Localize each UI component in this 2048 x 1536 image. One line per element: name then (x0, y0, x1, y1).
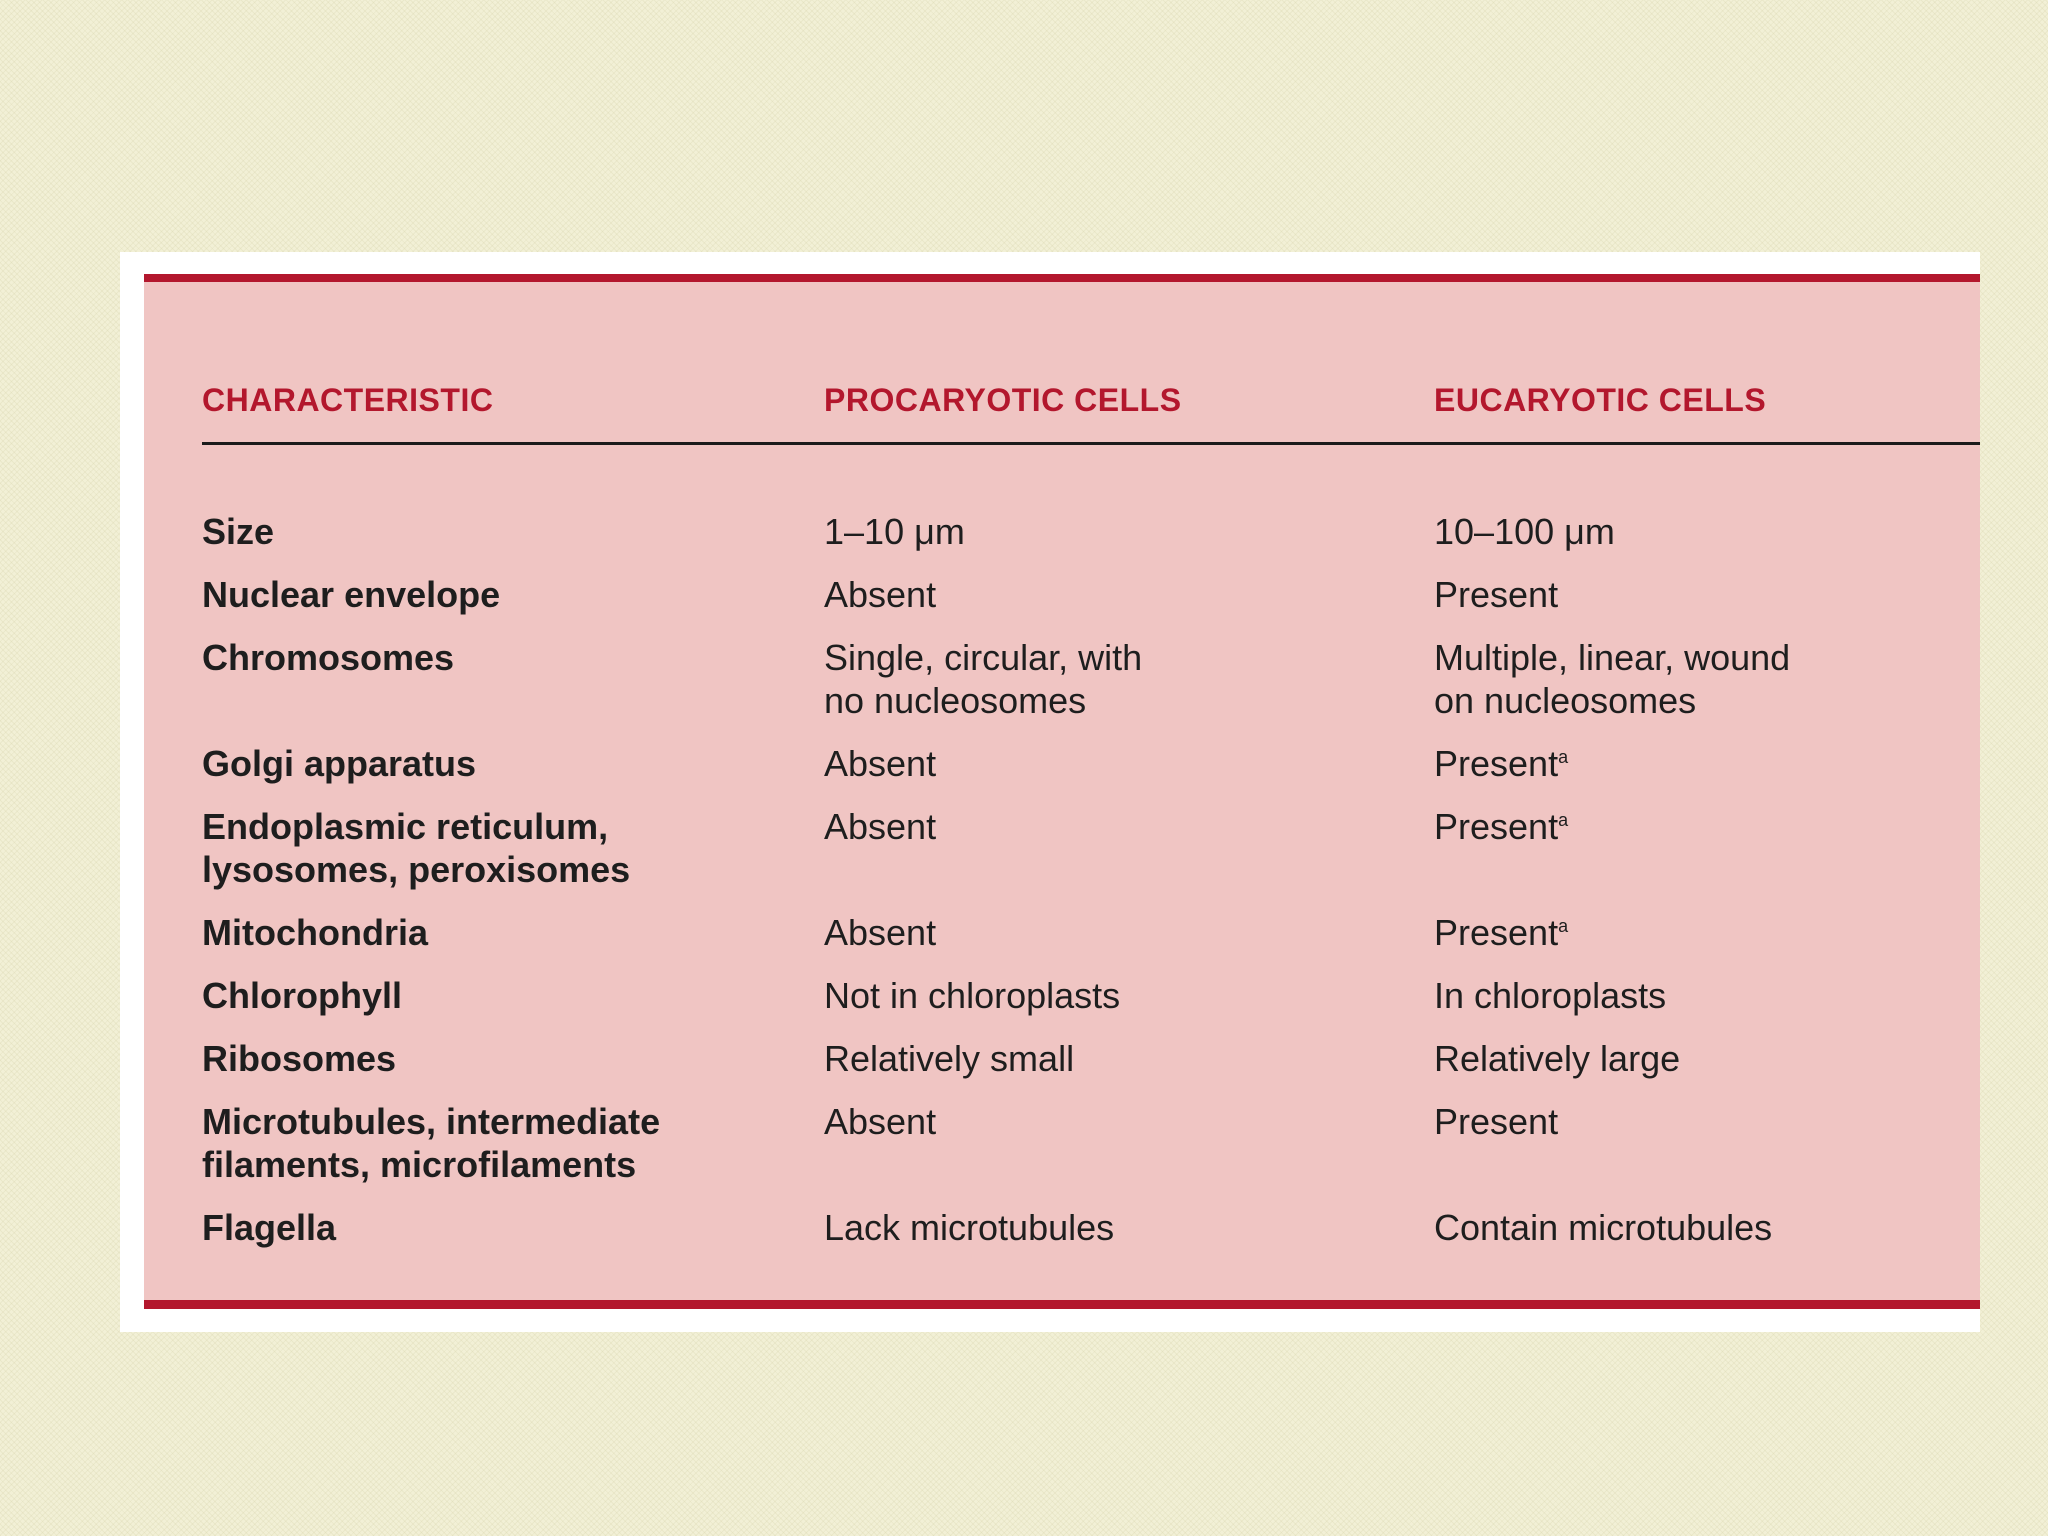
row-characteristic-line: lysosomes, peroxisomes (202, 849, 631, 890)
row-procaryotic (824, 805, 936, 848)
row-procaryotic (824, 742, 936, 785)
row-characteristic-line: Size (202, 511, 275, 552)
row-procaryotic-line: Not in chloroplasts (824, 975, 1121, 1016)
row-eucaryotic-line: on nucleosomes (1434, 680, 1697, 721)
row-procaryotic-line: Absent (824, 912, 937, 953)
row-eucaryotic (1434, 636, 1790, 722)
row-procaryotic-line: Single, circular, with (824, 637, 1143, 678)
row-characteristic (202, 573, 500, 616)
row-characteristic (202, 1037, 396, 1080)
row-characteristic (202, 911, 428, 954)
row-procaryotic-line: Absent (824, 743, 937, 784)
row-eucaryotic-line: Relatively large (1434, 1038, 1681, 1079)
row-eucaryotic-line: Contain microtubules (1434, 1207, 1773, 1248)
row-characteristic-line: Endoplasmic reticulum, (202, 806, 609, 847)
row-procaryotic-line: Lack microtubules (824, 1207, 1115, 1248)
row-characteristic (202, 1206, 336, 1249)
row-characteristic-line: filaments, microfilaments (202, 1144, 637, 1185)
row-procaryotic (824, 573, 936, 616)
row-eucaryotic-line: Present (1434, 574, 1559, 615)
row-procaryotic (824, 974, 1120, 1017)
table-bottom-rule (144, 1300, 1980, 1309)
row-procaryotic-line: 1–10 μm (824, 511, 965, 552)
row-eucaryotic (1434, 510, 1615, 553)
row-characteristic (202, 1100, 660, 1186)
row-eucaryotic (1434, 911, 1568, 954)
row-eucaryotic (1434, 742, 1568, 785)
row-characteristic-line: Chlorophyll (202, 975, 402, 1016)
row-eucaryotic-line: Present$^a$ (1434, 912, 1569, 953)
row-eucaryotic-line: 10–100 μm (1434, 511, 1615, 552)
row-eucaryotic (1434, 1206, 1772, 1249)
header-eucaryotic: EUCARYOTIC CELLS (1434, 382, 1767, 418)
row-procaryotic-line: Absent (824, 1101, 937, 1142)
row-procaryotic (824, 510, 965, 553)
row-characteristic-line: Ribosomes (202, 1038, 397, 1079)
row-eucaryotic-line: Present$^a$ (1434, 743, 1569, 784)
row-procaryotic-line: no nucleosomes (824, 680, 1087, 721)
row-eucaryotic-line: Present (1434, 1101, 1559, 1142)
header-procaryotic: PROCARYOTIC CELLS (824, 382, 1182, 418)
row-procaryotic (824, 1037, 1074, 1080)
row-characteristic-line: Chromosomes (202, 637, 455, 678)
header-characteristic: CHARACTERISTIC (202, 382, 494, 418)
row-eucaryotic-line: Present$^a$ (1434, 806, 1569, 847)
row-characteristic (202, 805, 630, 891)
slide-frame (120, 252, 1980, 1332)
table-top-rule (144, 274, 1980, 282)
row-eucaryotic (1434, 1037, 1680, 1080)
row-procaryotic-line: Relatively small (824, 1038, 1075, 1079)
row-eucaryotic-line: In chloroplasts (1434, 975, 1667, 1016)
footnote-marker: a (1558, 747, 1569, 767)
row-procaryotic (824, 911, 936, 954)
comparison-table (144, 274, 1980, 1309)
row-characteristic (202, 742, 476, 785)
row-characteristic-line: Nuclear envelope (202, 574, 501, 615)
row-eucaryotic (1434, 573, 1558, 616)
row-characteristic-line: Flagella (202, 1207, 337, 1248)
row-eucaryotic (1434, 805, 1568, 848)
row-eucaryotic (1434, 974, 1666, 1017)
header-rule (202, 442, 1980, 445)
footnote-marker: a (1558, 810, 1569, 830)
row-eucaryotic (1434, 1100, 1558, 1143)
row-characteristic (202, 510, 274, 553)
row-procaryotic-line: Absent (824, 574, 937, 615)
row-procaryotic (824, 636, 1142, 722)
row-characteristic-line: Golgi apparatus (202, 743, 477, 784)
row-procaryotic (824, 1206, 1114, 1249)
row-characteristic (202, 636, 454, 679)
row-characteristic-line: Microtubules, intermediate (202, 1101, 661, 1142)
row-eucaryotic-line: Multiple, linear, wound (1434, 637, 1791, 678)
row-procaryotic-line: Absent (824, 806, 937, 847)
footnote-marker: a (1558, 916, 1569, 936)
row-procaryotic (824, 1100, 936, 1143)
row-characteristic (202, 974, 402, 1017)
row-characteristic-line: Mitochondria (202, 912, 428, 953)
